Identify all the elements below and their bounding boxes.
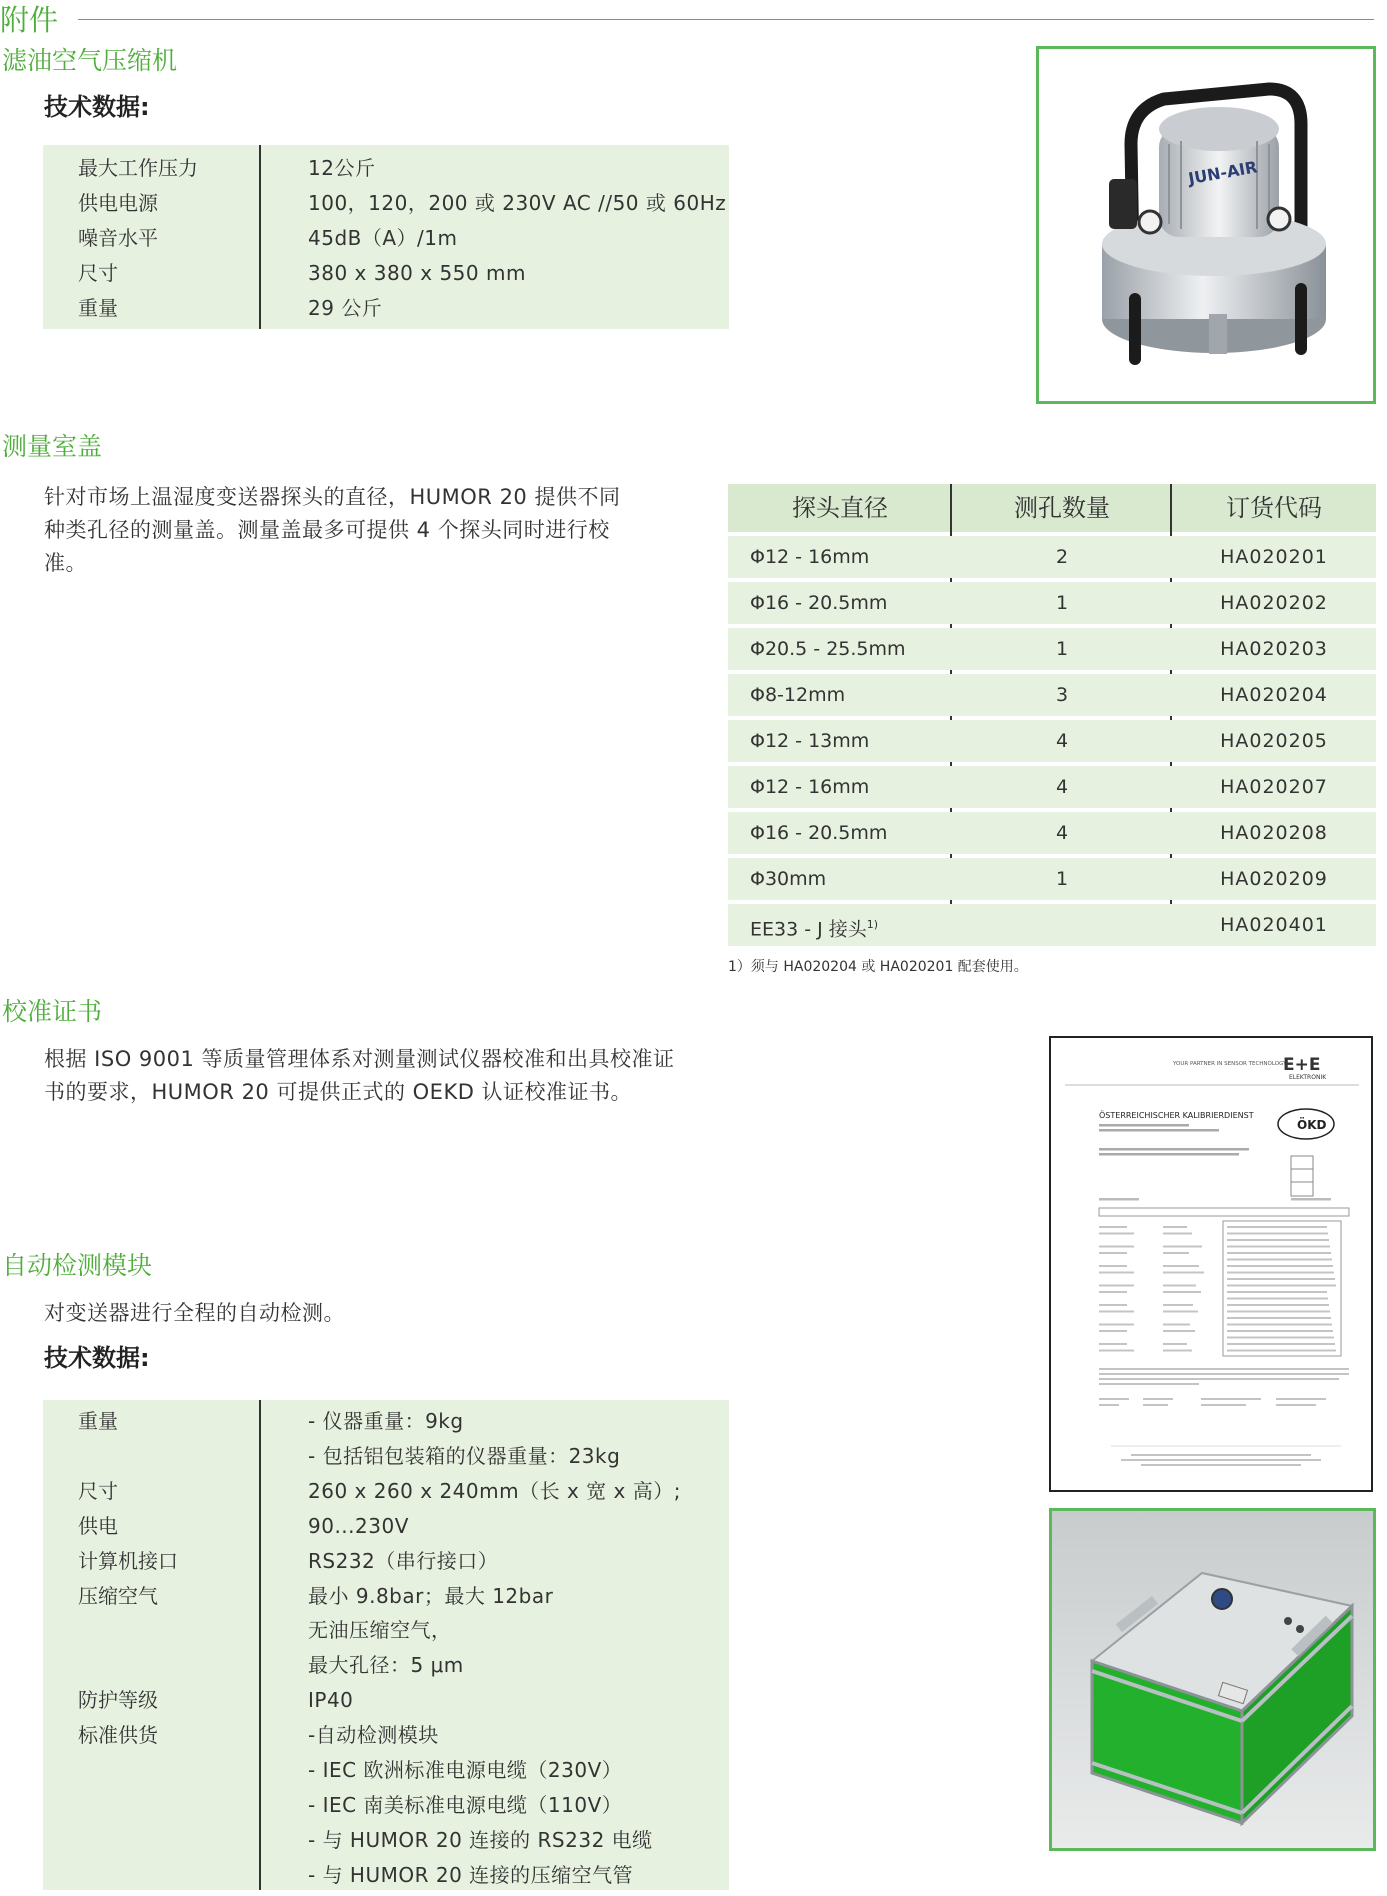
spec-row [43,256,729,291]
page-title: 附件 [0,3,59,37]
spec-row [43,1404,729,1439]
certificate-description-line: 根据 ISO 9001 等质量管理体系对测量测试仪器校准和出具校准证 [44,1047,675,1071]
spec-row [43,1544,729,1579]
cell-holes: 2 [1055,546,1069,568]
cap-description-line: 针对市场上温湿度变送器探头的直径，HUMOR 20 提供不同 [44,485,621,509]
spec-row [43,221,729,256]
table-row [728,766,1376,808]
header-order-code: 订货代码 [1226,494,1322,522]
spec-row [43,1648,729,1683]
cell-order-code: HA020208 [1220,822,1328,844]
spec-key: 计算机接口 [78,1548,178,1573]
cell-holes: 4 [1055,776,1069,798]
spec-value: 100，120，200 或 230V AC //50 或 60Hz [308,191,727,215]
spec-row [43,1753,729,1788]
cell-holes: 1 [1055,638,1069,660]
certificate-description [44,1043,764,1109]
spec-value: - 与 HUMOR 20 连接的 RS232 电缆 [308,1827,653,1852]
cap-description-line: 种类孔径的测量盖。测量盖最多可提供 4 个探头同时进行校 [44,518,610,542]
cell-diameter: Φ12 - 16mm [750,776,870,798]
oekd-badge: ÖKD [1297,1118,1327,1132]
title-rule [78,19,1374,20]
cell-diameter: Φ16 - 20.5mm [750,822,888,844]
table-row [728,628,1376,670]
spec-key: 重量 [78,296,118,320]
footnote-marker: 1) [866,918,879,931]
cell-diameter: Φ16 - 20.5mm [750,592,888,614]
spec-value: 最大孔径：5 μm [308,1653,464,1678]
spec-value: 260 x 260 x 240mm（长 x 宽 x 高）; [308,1478,681,1503]
cap-description-line: 准。 [44,551,87,575]
cell-order-code: HA020202 [1220,592,1328,614]
cell-diameter: Φ12 - 16mm [750,546,870,568]
cell-diameter: Φ8-12mm [750,684,846,706]
cell-diameter: EE33 - J 接头$^{1)}$ [750,918,879,941]
cell-diameter: Φ20.5 - 25.5mm [750,638,906,660]
cell-order-code: HA020203 [1220,638,1328,660]
certificate-section-title: 校准证书 [2,997,103,1026]
spec-value: - 仪器重量：9kg [308,1409,464,1433]
cell-diameter: Φ12 - 13mm [750,730,870,752]
auto-module-photo [1049,1508,1376,1851]
spec-value: 12公斤 [308,156,376,180]
cell-order-code: HA020204 [1220,684,1328,706]
spec-value: 90...230V [308,1513,409,1538]
spec-key: 尺寸 [78,261,118,285]
cell-holes: 1 [1055,868,1069,890]
spec-row [43,1683,729,1718]
certificate-brand-sub: ELEKTRONIK [1289,1074,1327,1081]
certificate-brand: E+E [1283,1055,1321,1075]
spec-value: 380 x 380 x 550 mm [308,261,526,285]
compressor-illustration [1039,49,1373,401]
certificate-tagline: YOUR PARTNER IN SENSOR TECHNOLOGY [1173,1061,1287,1067]
cell-holes: 3 [1055,684,1069,706]
auto-module-illustration [1052,1511,1373,1848]
spec-value: - 与 HUMOR 20 连接的压缩空气管 [308,1862,634,1887]
spec-row [43,1509,729,1544]
auto-module-intro: 对变送器进行全程的自动检测。 [44,1301,345,1325]
spec-row [43,1474,729,1509]
spec-key: 重量 [78,1409,118,1433]
spec-row [43,186,729,221]
spec-row [43,1823,729,1858]
spec-value: - IEC 欧洲标准电源电缆（230V） [308,1758,623,1782]
spec-row [43,1788,729,1823]
cell-holes: 4 [1055,730,1069,752]
spec-value: 45dB（A）/1m [308,226,458,250]
header-holes: 测孔数量 [1014,494,1110,522]
certificate-document [1049,1036,1373,1492]
spec-row [43,1579,729,1614]
table-row [728,720,1376,762]
auto-module-tech-title: 技术数据: [44,1344,150,1372]
spec-value: - 包括铝包装箱的仪器重量：23kg [308,1443,621,1468]
header-diameter: 探头直径 [792,494,888,522]
spec-key: 供电 [78,1513,118,1538]
table-row [728,904,1376,946]
table-row [728,674,1376,716]
spec-key: 尺寸 [78,1478,118,1503]
table-row [728,812,1376,854]
cell-holes [952,904,1172,946]
spec-value: RS232（串行接口） [308,1548,499,1573]
spec-row [43,1439,729,1474]
certificate-heading: ÖSTERREICHISCHER KALIBRIERDIENST [1099,1111,1254,1120]
spec-row [43,1718,729,1753]
spec-value: 29 公斤 [308,296,383,320]
spec-row [43,1613,729,1648]
spec-row [43,291,729,326]
auto-module-section-title: 自动检测模块 [2,1251,153,1280]
spec-key: 噪音水平 [78,226,158,250]
cell-diameter: Φ30mm [750,868,827,890]
compressor-photo [1036,46,1376,404]
cell-holes: 4 [1055,822,1069,844]
spec-key: 供电电源 [78,191,158,215]
cell-order-code: HA020209 [1220,868,1328,890]
spec-row [43,151,729,186]
spec-value: - IEC 南美标准电源电缆（110V） [308,1792,623,1817]
spec-value: 最小 9.8bar；最大 12bar [308,1583,554,1608]
auto-module-spec-table [43,1400,729,1890]
compressor-spec-table [43,145,729,329]
table-row [728,536,1376,578]
cell-order-code: HA020207 [1220,776,1328,798]
cap-description [44,481,704,580]
spec-key: 标准供货 [78,1723,158,1748]
cell-order-code: HA020201 [1220,546,1328,568]
table-row [728,582,1376,624]
spec-value: -自动检测模块 [308,1723,439,1748]
spec-value: IP40 [308,1688,354,1713]
spec-key: 防护等级 [78,1688,158,1713]
spec-value: 无油压缩空气， [308,1618,452,1643]
cell-holes: 1 [1055,592,1069,614]
spec-row [43,1858,729,1893]
compressor-brand: JUN-AIR [1186,157,1259,189]
table-row [728,858,1376,900]
certificate-description-line: 书的要求，HUMOR 20 可提供正式的 OEKD 认证校准证书。 [44,1080,633,1104]
spec-key: 最大工作压力 [78,156,198,180]
table-header-row [728,484,1376,532]
compressor-section-title: 滤油空气压缩机 [2,46,178,75]
cell-order-code: HA020401 [1220,914,1328,936]
spec-key: 压缩空气 [78,1583,158,1608]
compressor-tech-title: 技术数据: [44,93,150,121]
certificate-illustration [1051,1038,1371,1490]
cell-order-code: HA020205 [1220,730,1328,752]
cap-section-title: 测量室盖 [2,432,103,461]
cap-footnote: 1）须与 HA020204 或 HA020201 配套使用。 [728,959,1028,975]
